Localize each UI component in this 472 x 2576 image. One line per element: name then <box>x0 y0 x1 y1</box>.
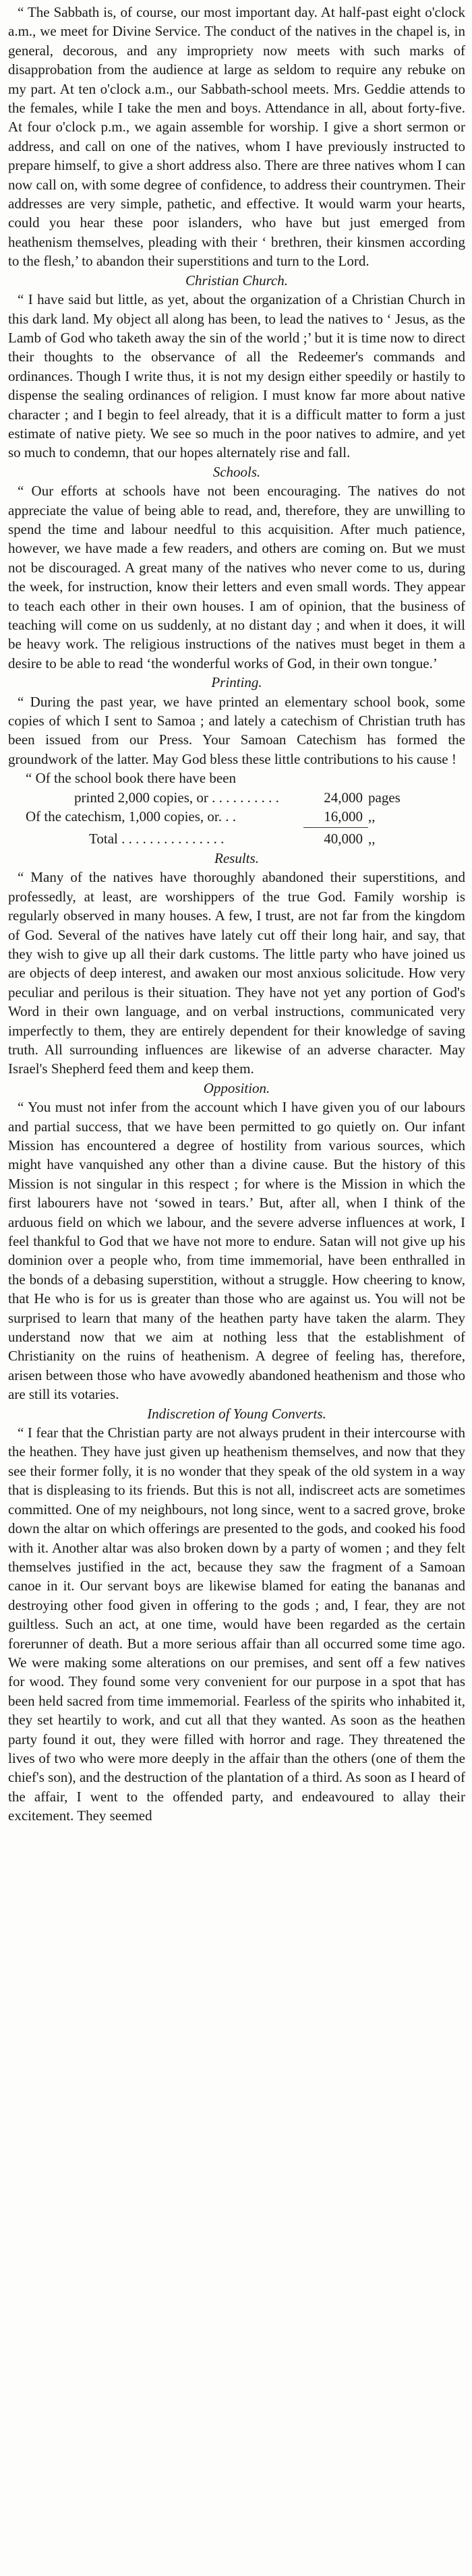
paragraph-schools: “ Our efforts at schools have not been encouraging. The natives do not appreciate the value of being able to read, and, therefore, they are unwilling to spend the time and labour needful to this acquisition. After much patience, however, we have made a few readers, and others are coming on. But we must not be discouraged. A great many of the natives who never come to us, during the week, for instruction, know their letters and even small words. They appear to teach each other in their own houses. I am of opinion, that the business of teaching will come on us suddenly, at no distant day ; and when it does, it will be heavy work. The religious instructions of the natives must beget in them a desire to be able to read ‘the wonderful works of God, in their own tongue.’ <box>8 483 465 671</box>
stats-row-school-book <box>26 788 411 807</box>
stats-total-unit: ,, <box>368 831 376 847</box>
paragraph-indiscretion: “ I fear that the Christian party are not always prudent in their intercourse with the heathen. They have just given up heathenism themselves, and now that they see their former folly, it is no wonder that they speak of the old system in a way that is displeasing to its friends. But this is not all, indiscreet acts are sometimes committed. One of my neighbours, not long since, went to a sacred grove, broke down the altar on which offerings are presented to the gods, and cooked his food with it. Another altar was also broken down by a party of women ; and they felt themselves justified in the act, because they saw the fragment of a Samoan canoe in it. Our servant boys are likewise blamed for eating the bananas and destroying other food given in offering to the gods ; and, I fear, they are not guiltless. Such an act, at one time, would have been regarded as the certain forerunner of death. But a more serious affair than all occurred some time ago. We were making some alterations on our premises, and sent off a few natives for wood. They found some very convenient for our purpose in a spot that has been held sacred from time immemorial. Fearless of the spirits who inhabited it, they set heartily to work, and cut all that they wanted. As soon as the heathen party found it out, they were filled with horror and rage. They threatened the lives of two who were more deeply in the affair than the others (one of them the chief's son), and the destruction of the plantation of a third. As soon as I heard of the affair, I went to the offended party, and endeavoured to allay their excitement. They seemed <box>8 1425 465 1824</box>
stats-row2-label: Of the catechism, 1,000 copies, or. . . <box>26 808 237 825</box>
stats-row2-value: 16,000 <box>324 808 363 825</box>
heading-opposition: Opposition. <box>203 1079 270 1096</box>
heading-christian-church: Christian Church. <box>185 272 289 289</box>
paragraph-sabbath: “ The Sabbath is, of course, our most important day. At half-past eight o'clock a.m., we meet for Divine Service. The conduct of the natives in the chapel is, in general, decorous, and any impropriety now meets with such marks of disapprobation from the audience at large as seldom to require any rebuke on my part. At ten o'clock a.m., our Sabbath-school meets. Mrs. Geddie attends to the females, while I take the men and boys. Attendance in all, about forty-five. At four o'clock p.m., we again assemble for worship. I give a short sermon or address, and call on one of the natives, whom I have previously instructed to prepare himself, to give a short address also. There are three natives whom I can now call on, with some degree of confidence, to address their countrymen. Their addresses are very simple, pathetic, and effective. It would warm your hearts, could you hear these poor islanders, who have but just emerged from heathenism themselves, pleading with their ‘ brethren, their kinsmen according to the flesh,’ to abandon their superstitions and turn to the Lord. <box>8 4 465 270</box>
stats-row1-unit: pages <box>368 789 401 806</box>
printing-statistics <box>26 769 411 849</box>
paragraph-opposition: “ You must not infer from the account which I have given you of our labours and partial success, that we have been permitted to go quietly on. Our infant Mission has encountered a degree of hostility from various sources, which might have vanquished any other than a divine cause. But the history of this Mission is not singular in this respect ; for where is the Mission in which the first labourers have not ‘sowed in tears.’ But, after all, when I think of the arduous field on which we labour, and the severe adverse influences at work, I feel thankful to God that we have not more to endure. Satan will not give up his dominion over a people who, from time immemorial, have been enthralled in the bonds of a debasing superstition, without a struggle. How cheering to know, that He who is for us is greater than those who are against us. You will not be surprised to learn that many of the heathen party have taken the alarm. They understand now that we aim at nothing less that the establishment of Christianity on the ruins of heathenism. A degree of feeling has, therefore, arisen between those who have avowedly abandoned heathenism and those who are still its votaries. <box>8 1099 465 1403</box>
paragraph-christian-church: “ I have said but little, as yet, about the organization of a Christian Church in this dark land. My object all along has been, to lead the natives to ‘ Jesus, as the Lamb of God who taketh away the sin of the world ;’ but it is time now to direct their thoughts to the observance of all the Redeemer's commands and ordinances. Though I write thus, it is not my design either speedily or hastily to dispense the sealing ordinances of religion. I must know far more about native character ; and I begin to feel already, that it is a difficult matter to form a just estimate of native piety. We see so much in the poor natives to admire, and yet so much to condemn, that our hopes alternately rise and fall. <box>8 291 465 461</box>
stats-total-value: 40,000 <box>324 831 363 847</box>
stats-row1-label: printed 2,000 copies, or . . . . . . . . . . <box>74 789 279 806</box>
stats-intro: “ Of the school book there have been <box>26 770 236 787</box>
heading-results: Results. <box>214 849 259 866</box>
heading-schools: Schools. <box>212 463 261 480</box>
stats-row2-unit: ,, <box>368 808 376 825</box>
stats-sum-rule <box>303 827 368 828</box>
heading-printing: Printing. <box>211 674 262 691</box>
heading-indiscretion-young-converts: Indiscretion of Young Converts. <box>147 1405 326 1422</box>
stats-row1-value: 24,000 <box>324 789 363 806</box>
stats-row-total <box>26 829 411 848</box>
stats-intro-row <box>26 769 411 787</box>
stats-total-label: Total . . . . . . . . . . . . . . . <box>89 831 225 847</box>
stats-row-catechism <box>26 807 411 826</box>
paragraph-results: “ Many of the natives have thoroughly abandoned their superstitions, and professedly, at least, are worshippers of the true God. Family worship is regularly observed in many houses. A few, I trust, are not far from the kingdom of God. Several of the natives have lately cut off their long hair, and say, that they wish to give up all their dark customs. The little party who have joined us are objects of deep interest, and awaken our most anxious solicitude. How very peculiar and perilous is their situation. They have not yet any portion of God's Word in their own language, and on verbal instructions, communicated very imperfectly to them, they are entirely dependent for their knowledge of saving truth. All surrounding influences are likewise of an adverse character. May Israel's Shepherd feed them and keep them. <box>8 869 465 1077</box>
paragraph-printing: “ During the past year, we have printed an elementary school book, some copies of which I sent to Samoa ; and lately a catechism of Christian truth has been issued from our Press. Your Samoan Catechism has formed the groundwork of the latter. May God bless these little contributions to his cause ! <box>8 693 465 767</box>
